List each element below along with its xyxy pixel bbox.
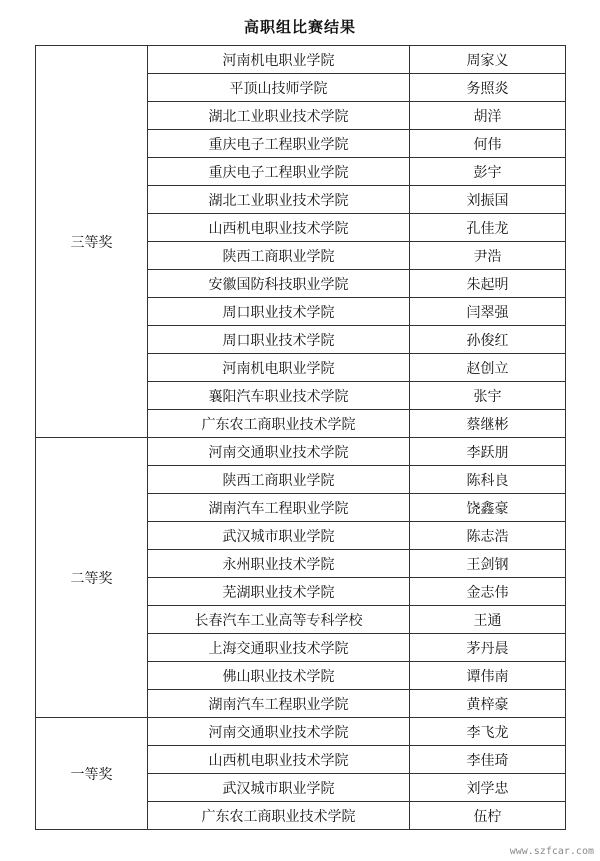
- school-cell: 湖北工业职业技术学院: [148, 102, 410, 130]
- school-cell: 山西机电职业技术学院: [148, 214, 410, 242]
- school-cell: 广东农工商职业技术学院: [148, 802, 410, 830]
- winner-name-cell: 何伟: [410, 130, 566, 158]
- winner-name-cell: 李飞龙: [410, 718, 566, 746]
- school-cell: 河南机电职业学院: [148, 46, 410, 74]
- school-cell: 永州职业技术学院: [148, 550, 410, 578]
- winner-name-cell: 胡洋: [410, 102, 566, 130]
- winner-name-cell: 务照炎: [410, 74, 566, 102]
- winner-name-cell: 黄梓豪: [410, 690, 566, 718]
- winner-name-cell: 陈科良: [410, 466, 566, 494]
- school-cell: 武汉城市职业学院: [148, 774, 410, 802]
- award-level-cell: 二等奖: [36, 438, 148, 718]
- school-cell: 河南交通职业技术学院: [148, 438, 410, 466]
- school-cell: 上海交通职业技术学院: [148, 634, 410, 662]
- school-cell: 周口职业技术学院: [148, 326, 410, 354]
- winner-name-cell: 朱起明: [410, 270, 566, 298]
- school-cell: 安徽国防科技职业学院: [148, 270, 410, 298]
- school-cell: 周口职业技术学院: [148, 298, 410, 326]
- school-cell: 武汉城市职业学院: [148, 522, 410, 550]
- winner-name-cell: 李跃朋: [410, 438, 566, 466]
- winner-name-cell: 刘学忠: [410, 774, 566, 802]
- award-level-cell: 一等奖: [36, 718, 148, 830]
- winner-name-cell: 张宇: [410, 382, 566, 410]
- table-row: [36, 46, 566, 74]
- school-cell: 河南机电职业学院: [148, 354, 410, 382]
- winner-name-cell: 饶鑫豪: [410, 494, 566, 522]
- winner-name-cell: 孙俊红: [410, 326, 566, 354]
- school-cell: 重庆电子工程职业学院: [148, 130, 410, 158]
- award-level-cell: 三等奖: [36, 46, 148, 438]
- winner-name-cell: 王通: [410, 606, 566, 634]
- school-cell: 湖南汽车工程职业学院: [148, 494, 410, 522]
- school-cell: 佛山职业技术学院: [148, 662, 410, 690]
- winner-name-cell: 金志伟: [410, 578, 566, 606]
- school-cell: 芜湖职业技术学院: [148, 578, 410, 606]
- results-table: [35, 45, 566, 830]
- school-cell: 襄阳汽车职业技术学院: [148, 382, 410, 410]
- school-cell: 湖南汽车工程职业学院: [148, 690, 410, 718]
- school-cell: 重庆电子工程职业学院: [148, 158, 410, 186]
- winner-name-cell: 尹浩: [410, 242, 566, 270]
- winner-name-cell: 李佳琦: [410, 746, 566, 774]
- winner-name-cell: 周家义: [410, 46, 566, 74]
- winner-name-cell: 谭伟南: [410, 662, 566, 690]
- school-cell: 河南交通职业技术学院: [148, 718, 410, 746]
- school-cell: 陕西工商职业学院: [148, 242, 410, 270]
- results-table-body: [36, 46, 566, 830]
- school-cell: 山西机电职业技术学院: [148, 746, 410, 774]
- winner-name-cell: 赵创立: [410, 354, 566, 382]
- winner-name-cell: 蔡继彬: [410, 410, 566, 438]
- winner-name-cell: 茅丹晨: [410, 634, 566, 662]
- table-row: [36, 438, 566, 466]
- winner-name-cell: 伍柠: [410, 802, 566, 830]
- school-cell: 长春汽车工业高等专科学校: [148, 606, 410, 634]
- watermark: www.szfcar.com: [509, 846, 594, 857]
- winner-name-cell: 王剑钢: [410, 550, 566, 578]
- winner-name-cell: 刘振国: [410, 186, 566, 214]
- school-cell: 平顶山技师学院: [148, 74, 410, 102]
- page-title: 高职组比赛结果: [243, 18, 356, 36]
- winner-name-cell: 彭宇: [410, 158, 566, 186]
- winner-name-cell: 陈志浩: [410, 522, 566, 550]
- school-cell: 湖北工业职业技术学院: [148, 186, 410, 214]
- school-cell: 陕西工商职业学院: [148, 466, 410, 494]
- table-row: [36, 718, 566, 746]
- winner-name-cell: 孔佳龙: [410, 214, 566, 242]
- school-cell: 广东农工商职业技术学院: [148, 410, 410, 438]
- winner-name-cell: 闫翠强: [410, 298, 566, 326]
